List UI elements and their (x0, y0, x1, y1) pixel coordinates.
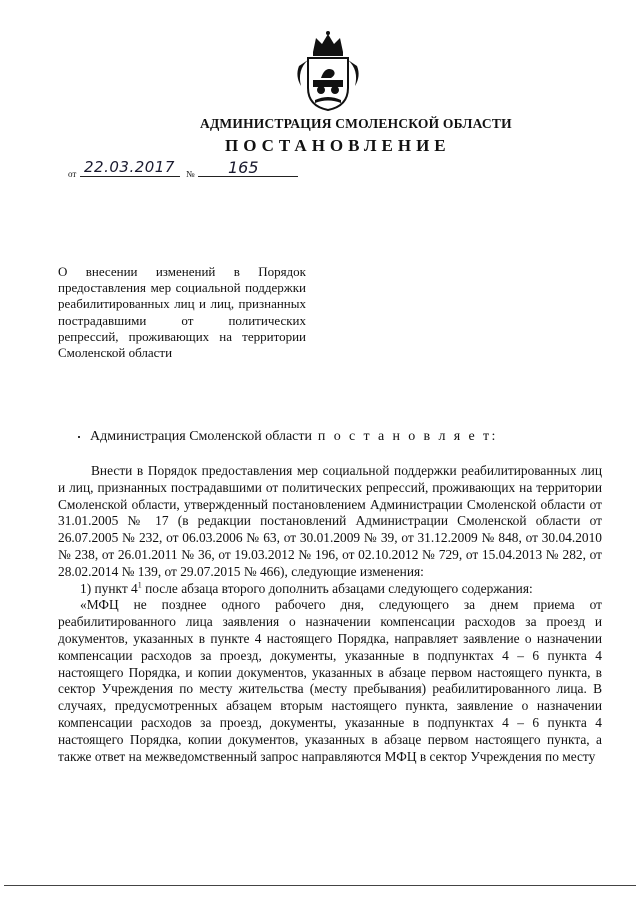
decree-lead: Администрация Смоленской области (90, 429, 313, 444)
handwritten-number: 165 (228, 158, 259, 177)
smolensk-coat-of-arms-icon (291, 30, 365, 112)
document-title: ПОСТАНОВЛЕНИЕ (225, 136, 451, 155)
date-label: от (68, 169, 77, 179)
decree-line (90, 429, 498, 445)
item-1-start: 1) пункт 4 (80, 580, 138, 596)
paragraph-item-1 (58, 581, 602, 598)
page-bottom-rule (4, 885, 636, 886)
organization-name: АДМИНИСТРАЦИЯ СМОЛЕНСКОЙ ОБЛАСТИ (200, 116, 512, 131)
decree-verb: п о с т а н о в л я е т: (312, 429, 498, 444)
paragraph-quoted-text: «МФЦ не позднее одного рабочего дня, следующего за днем приема от реабилитированного лица заявления о назначении компенсации расходов за проезд и документов, указанных в пункте 4 настоящего Порядка, направляет заявление о назначении компенсации расходов за проезд, документы, указанные в подпунктах 4 – 6 пункта 4 настоящего Порядка, и копии документов, указанных в абзаце первом настоящего пункта, в сектор Учреждения по месту жительства (месту пребывания) реабилитированного лица. В случаях, предусмотренных абзацем вторым настоящего пункта, заявление о назначении компенсации расходов за проезд, документы, указанные в подпунктах 4 – 6 пункта 4 настоящего Порядка, копии документов, указанных в абзаце первом настоящего пункта, а также ответ на межведомственный запрос направляются МФЦ в сектор Учреждения по месту (58, 597, 602, 764)
date-number-line (68, 160, 308, 182)
document-body (58, 463, 602, 765)
document-subject (58, 264, 306, 361)
paragraph-amendment-intro: Внести в Порядок предоставления мер социальной поддержки реабилитированных лиц и лиц, признанных пострадавшими от политических репрессий, проживающих на территории Смоленской области, утвержденный постановлением Администрации Смоленской области от 31.01.2005 № 17 (в редакции постановлений Администрации Смоленской области от 26.07.2005 № 232, от 06.03.2006 № 63, от 30.01.2009 № 39, от 31.12.2009 № 848, от 30.04.2010 № 238, от 26.01.2011 № 36, от 19.03.2012 № 196, от 02.10.2012 № 729, от 15.04.2013 № 282, от 28.02.2014 № 139, от 29.07.2015 № 466), следующие изменения: (58, 463, 602, 579)
subject-text: О внесении изменений в Порядок предоставления мер социальной поддержки реабилитированных лиц и лиц, признанных пострадавшими от политических репрессий, проживающих на территории Смоленской области (58, 264, 306, 361)
handwritten-date: 22.03.2017 (84, 158, 175, 176)
margin-mark (78, 436, 80, 438)
date-underline (80, 176, 180, 177)
number-label: № (186, 169, 195, 179)
item-1-superscript: 1 (137, 580, 142, 590)
item-1-rest: после абзаца второго дополнить абзацами следующего содержания: (141, 580, 533, 596)
